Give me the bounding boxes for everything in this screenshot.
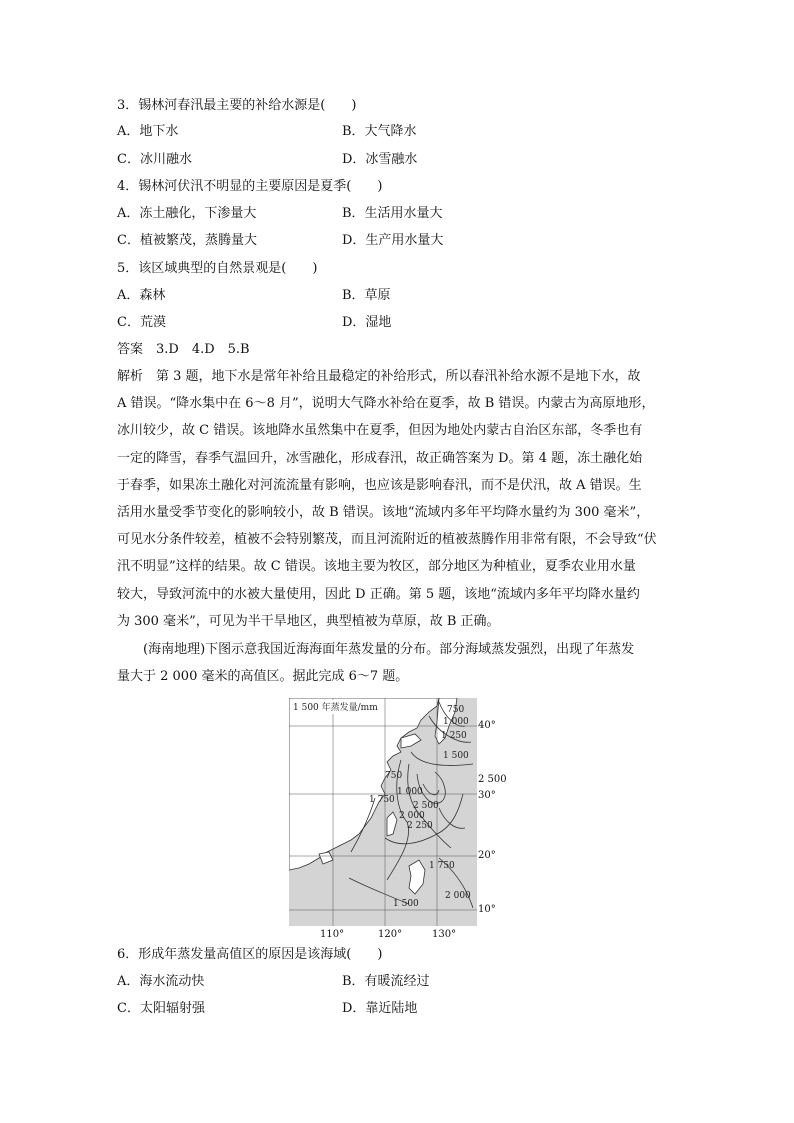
- contour-label: 1 750: [429, 861, 455, 871]
- analysis-line: 为 300 毫米”，可见为半干旱地区，典型植被为草原，故 B 正确。: [117, 613, 500, 629]
- contour-label: 1 000: [443, 717, 469, 727]
- analysis-line: 冰川较少，故 C 错误。该地降水虽然集中在夏季，但因为地处内蒙古自治区东部，冬季也有: [117, 423, 643, 439]
- analysis-paragraph: [117, 363, 677, 635]
- analysis-line: 一定的降雪，春季气温回升，冰雪融化，形成春汛，故正确答案为 D。第 4 题，冻土融化始: [117, 450, 643, 466]
- q3-option-a: A．地下水: [117, 124, 179, 139]
- q3-option-d: D．冰雪融水: [342, 152, 418, 167]
- q5-option-d: D．湿地: [342, 315, 392, 330]
- contour-label: 2 250: [407, 821, 433, 831]
- q6-option-b: B．有暖流经过: [342, 974, 430, 989]
- q5-option-b: B．草原: [342, 288, 391, 303]
- question-5-stem: 5．该区域典型的自然景观是( ): [117, 261, 318, 276]
- q3-option-b: B．大气降水: [342, 124, 417, 139]
- q5-option-a: A．森林: [117, 288, 166, 303]
- q6-option-c: C．太阳辐射强: [117, 1001, 205, 1016]
- q6-option-d: D．靠近陆地: [342, 1001, 418, 1016]
- question-6-stem: 6．形成年蒸发量高值区的原因是该海域( ): [117, 947, 383, 962]
- contour-label: 1 500: [443, 751, 469, 761]
- contour-label: 1 250: [441, 731, 467, 741]
- contour-label: 2 000: [399, 811, 425, 821]
- lon-label: 110°: [320, 929, 345, 940]
- legend-text: 1 500 年蒸发量/mm: [293, 703, 378, 713]
- intro-line: (海南地理)下图示意我国近海海面年蒸发量的分布。部分海域蒸发强烈，出现了年蒸发: [117, 642, 635, 657]
- q6-option-a: A．海水流动快: [117, 974, 205, 989]
- analysis-line: 可见水分条件较差，植被不会特别繁茂，而且河流附近的植被蒸腾作用非常有限，不会导致“伏: [117, 532, 657, 548]
- contour-label: 750: [385, 771, 403, 781]
- contour-label: 1 750: [369, 795, 395, 805]
- side-contour-label: 2 500: [478, 774, 507, 785]
- q4-option-c: C．植被繁茂，蒸腾量大: [117, 233, 257, 248]
- intro-paragraph: [117, 636, 677, 690]
- lon-label: 130°: [432, 929, 457, 940]
- question-4-stem: 4．锡林河伏汛不明显的主要原因是夏季( ): [117, 179, 383, 194]
- contour-label: 2 500: [413, 801, 439, 811]
- q3-option-c: C．冰川融水: [117, 152, 192, 167]
- analysis-line: 解析 第 3 题，地下水是常年补给且最稳定的补给形式，所以春汛补给水源不是地下水，故: [117, 369, 641, 384]
- contour-label: 2 000: [445, 891, 471, 901]
- contour-label: 1 000: [397, 787, 423, 797]
- intro-line: 量大于 2 000 毫米的高值区。据此完成 6～7 题。: [117, 669, 409, 685]
- contour-label: 750: [447, 705, 465, 715]
- lat-label: 20°: [478, 850, 496, 861]
- q4-option-b: B．生活用水量大: [342, 206, 443, 221]
- lat-label: 40°: [478, 720, 496, 731]
- evaporation-map: [289, 698, 477, 926]
- analysis-line: 于春季，如果冻土融化对河流流量有影响，也应该是影响春汛，而不是伏汛，故 A 错误。生: [117, 477, 642, 493]
- analysis-line: 较大，导致河流中的水被大量使用，因此 D 正确。第 5 题，该地“流域内多年平均降水量约: [117, 586, 640, 602]
- q5-option-c: C．荒漠: [117, 315, 166, 330]
- analysis-line: 汛不明显”这样的结果。故 C 错误。该地主要为牧区，部分地区为种植业，夏季农业用水量: [117, 559, 636, 575]
- lat-label: 10°: [478, 904, 496, 915]
- analysis-line: A 错误。“降水集中在 6～8 月”，说明大气降水补给在夏季，故 B 错误。内蒙古为高原地形，: [117, 396, 655, 412]
- contour-label: 1 500: [393, 899, 419, 909]
- lon-label: 120°: [378, 929, 403, 940]
- answer-line: 答案 3.D 4.D 5.B: [117, 342, 250, 357]
- lat-label: 30°: [478, 790, 496, 801]
- analysis-line: 活用水量受季节变化的影响较小，故 B 错误。该地“流域内多年平均降水量约为 300 毫米”，: [117, 504, 650, 520]
- question-3-stem: 3．锡林河春汛最主要的补给水源是( ): [117, 98, 357, 113]
- q4-option-a: A．冻土融化，下渗量大: [117, 206, 257, 221]
- q4-option-d: D．生产用水量大: [342, 233, 444, 248]
